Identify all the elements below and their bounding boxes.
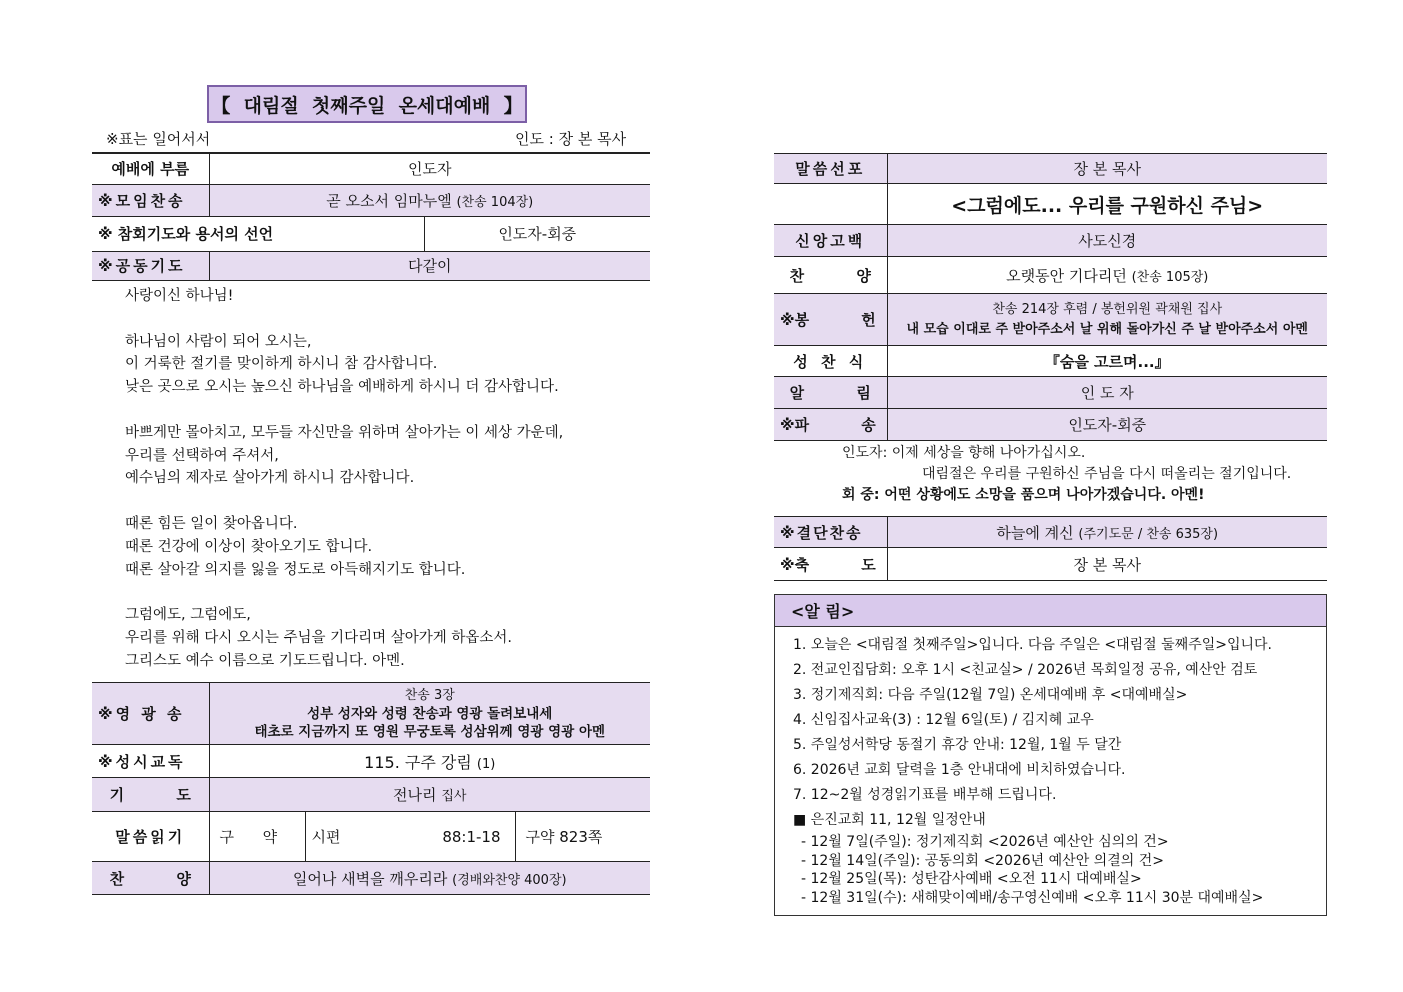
order-label: 말씀선포 [774,154,887,184]
closing-hymn-title: 하늘에 계신 [996,523,1074,542]
order-value [887,517,1327,548]
order-value: 인 도 자 [887,377,1327,409]
anthem-source: (경배와찬양 400장) [452,872,567,888]
order-row-gloria [92,683,650,745]
prayer-line: 그리스도 예수 이름으로 기도드립니다. 아멘. [125,652,405,669]
prayer-line [125,399,645,422]
offering-info: 찬송 214장 후렴 / 봉헌위원 곽채원 집사 [992,301,1223,317]
order-value [887,257,1327,294]
leader-line: 대림절은 우리를 구원하신 주님을 다시 떠올리는 절기입니다. [922,466,1292,482]
leader-line: 인도자: 이제 세상을 향해 나아가십시오. [842,445,1086,461]
hymn-number: (찬송 104장) [456,194,534,210]
schedule-item: - 12월 7일(주일): 정기제직회 <2026년 예산안 심의의 건> [801,834,1169,850]
order-label: ※파 송 [774,409,887,441]
common-prayer-text [125,285,645,673]
prayer-line [125,308,645,331]
order-row-responsive-reading [92,745,650,778]
prayer-line [125,581,645,604]
prayer-line: 우리를 선택하여 주셔서, [125,447,279,464]
gloria-hymn-number: 찬송 3장 [404,687,455,703]
prayer-line: 낮은 곳으로 오시는 높으신 하나님을 예배하게 하시니 더 감사합니다. [125,379,559,396]
order-label: ※ 참회기도와 용서의 선언 [92,216,424,251]
prayer-line: 때론 건강에 이상이 찾아오기도 합니다. [125,538,373,555]
prayer-line: 그럼에도, 그럼에도, [125,607,251,624]
congregation-line: 회 중: 어떤 상황에도 소망을 품으며 나아가겠습니다. 아멘! [842,487,1205,503]
page-title: 【 대림절 첫째주일 온세대예배 】 [207,85,527,123]
schedule-item: - 12월 25일(목): 성탄감사예배 <오전 11시 대예배실> [801,871,1142,887]
praise-title: 오랫동안 기다리던 [1006,266,1127,285]
announcement-item: 2. 전교인집담회: 오후 1시 <친교실> / 2026년 목회일정 공유, 예산안 검토 [793,662,1258,678]
order-label: ※모임찬송 [92,184,209,216]
reading-title: 115. 구주 강림 [364,752,472,772]
announcement-item: 7. 12~2월 성경읽기표를 배부해 드립니다. [793,787,1057,803]
order-label: 신앙고백 [774,225,887,257]
order-table-top [92,152,650,281]
order-label-blank [774,184,887,225]
order-row-benediction [774,548,1327,581]
order-row-commitment-hymn [774,517,1327,548]
reading-number: (1) [476,756,496,772]
leader-note: 인도 : 장 본 목사 [515,130,627,148]
order-label: 성 찬 식 [774,346,887,377]
prayer-leader: 전나리 [393,786,437,804]
announcements-heading: <알 림> [775,595,1326,627]
schedule-title: ■ 은진교회 11, 12월 일정안내 [793,812,986,828]
announcement-item: 6. 2026년 교회 달력을 1층 안내대에 비치하였습니다. [793,762,1126,778]
order-row-praise [774,257,1327,294]
order-value: 장 본 목사 [887,154,1327,184]
schedule-item: - 12월 31일(수): 새해맞이예배/송구영신예배 <오후 11시 30분 대예배실> [801,889,1264,906]
prayer-line: 때론 힘든 일이 찾아옵니다. [125,515,298,532]
order-value: 인도자-회중 [887,409,1327,441]
gloria-line: 성부 성자와 성령 찬송과 영광 돌려보내세 [307,705,553,722]
testament: 구 약 [209,812,305,862]
order-label: ※영 광 송 [92,683,209,745]
order-row-call [92,153,650,184]
order-row-communion [774,346,1327,377]
order-table-bottom [92,682,650,895]
order-row-sermon [774,154,1327,184]
hymn-title: 곧 오소서 임마누엘 [326,191,452,210]
order-value: 인도자 [209,153,650,184]
anthem-title: 일어나 새벽을 깨우리라 [292,869,448,888]
scripture-book: 시편 [305,812,405,862]
order-row-scripture [92,812,650,862]
order-label: 찬 양 [92,862,209,895]
order-label: ※결단찬송 [774,517,887,548]
gloria-line: 태초로 지금까지 또 영원 무궁토록 성삼위께 영광 영광 아멘 [254,723,606,740]
sermon-title: <그럼에도... 우리를 구원하신 주님> [887,184,1327,225]
order-row-common-prayer [92,251,650,280]
scripture-page: 구약 823쪽 [515,812,650,862]
scripture-verses: 88:1-18 [405,812,515,862]
offering-hymn-line: 내 모습 이대로 주 받아주소서 날 위해 돌아가신 주 날 받아주소서 아멘 [906,321,1308,337]
order-row-gathering-hymn [92,184,650,216]
order-label: ※축 도 [774,548,887,581]
sending-dialogue [776,443,1326,506]
order-value [209,745,650,778]
schedule-section [775,808,1326,907]
order-label: ※봉 헌 [774,294,887,346]
order-table-right [774,153,1327,441]
order-value: 인도자-회중 [424,216,650,251]
prayer-line: 사랑이신 하나님! [125,288,234,304]
order-row-confession [92,216,650,251]
announcement-item: 3. 정기제직회: 다음 주일(12월 7일) 온세대예배 후 <대예배실> [793,687,1188,703]
order-value [887,294,1327,346]
standing-note: ※표는 일어서서 [106,130,211,148]
prayer-line: 하나님이 사람이 되어 오시는, [125,333,312,350]
announcement-item: 1. 오늘은 <대림절 첫째주일>입니다. 다음 주일은 <대림절 둘째주일>입니다. [793,637,1273,653]
order-value [209,184,650,216]
prayer-line: 바쁘게만 몰아치고, 모두들 자신만을 위하며 살아가는 이 세상 가운데, [125,424,564,441]
prayer-line [125,490,645,513]
order-label: ※공동기도 [92,251,209,280]
order-label: 기 도 [92,778,209,812]
announcement-item: 5. 주일성서학당 동절기 휴강 안내: 12월, 1월 두 달간 [793,737,1122,753]
order-value: 장 본 목사 [887,548,1327,581]
order-row-sending [774,409,1327,441]
schedule-item: - 12월 14일(주일): 공동의회 <2026년 예산안 의결의 건> [801,852,1164,869]
order-label: ※성시교독 [92,745,209,778]
order-label: 예배에 부름 [92,153,209,184]
closing-hymn-source: (주기도문 / 찬송 635장) [1078,526,1219,542]
announcement-item: 4. 신임집사교육(3) : 12월 6일(토) / 김지혜 교우 [793,712,1094,728]
order-row-creed [774,225,1327,257]
order-row-prayer [92,778,650,812]
praise-number: (찬송 105장) [1131,269,1209,285]
order-value: 사도신경 [887,225,1327,257]
order-row-anthem [92,862,650,895]
order-value: 다같이 [209,251,650,280]
order-value [209,862,650,895]
prayer-line: 우리를 위해 다시 오시는 주님을 기다리며 살아가게 하옵소서. [125,629,513,646]
announcements-box [774,594,1327,916]
prayer-leader-title: 집사 [441,789,467,804]
order-value [209,683,650,745]
announcement-list [775,627,1326,808]
order-label: 말씀읽기 [92,812,209,862]
order-value [209,778,650,812]
prayer-line: 때론 살아갈 의지를 잃을 정도로 아득해지기도 합니다. [125,561,466,578]
order-table-closing [774,516,1327,581]
order-row-offering [774,294,1327,346]
order-value: 『숨을 고르며...』 [887,346,1327,377]
prayer-line: 예수님의 제자로 살아가게 하시니 감사합니다. [125,470,415,487]
order-label: 알 림 [774,377,887,409]
order-label: 찬 양 [774,257,887,294]
order-row-announcements [774,377,1327,409]
prayer-line: 이 거룩한 절기를 맞이하게 하시니 참 감사합니다. [125,356,438,373]
order-row-sermon-title [774,184,1327,225]
